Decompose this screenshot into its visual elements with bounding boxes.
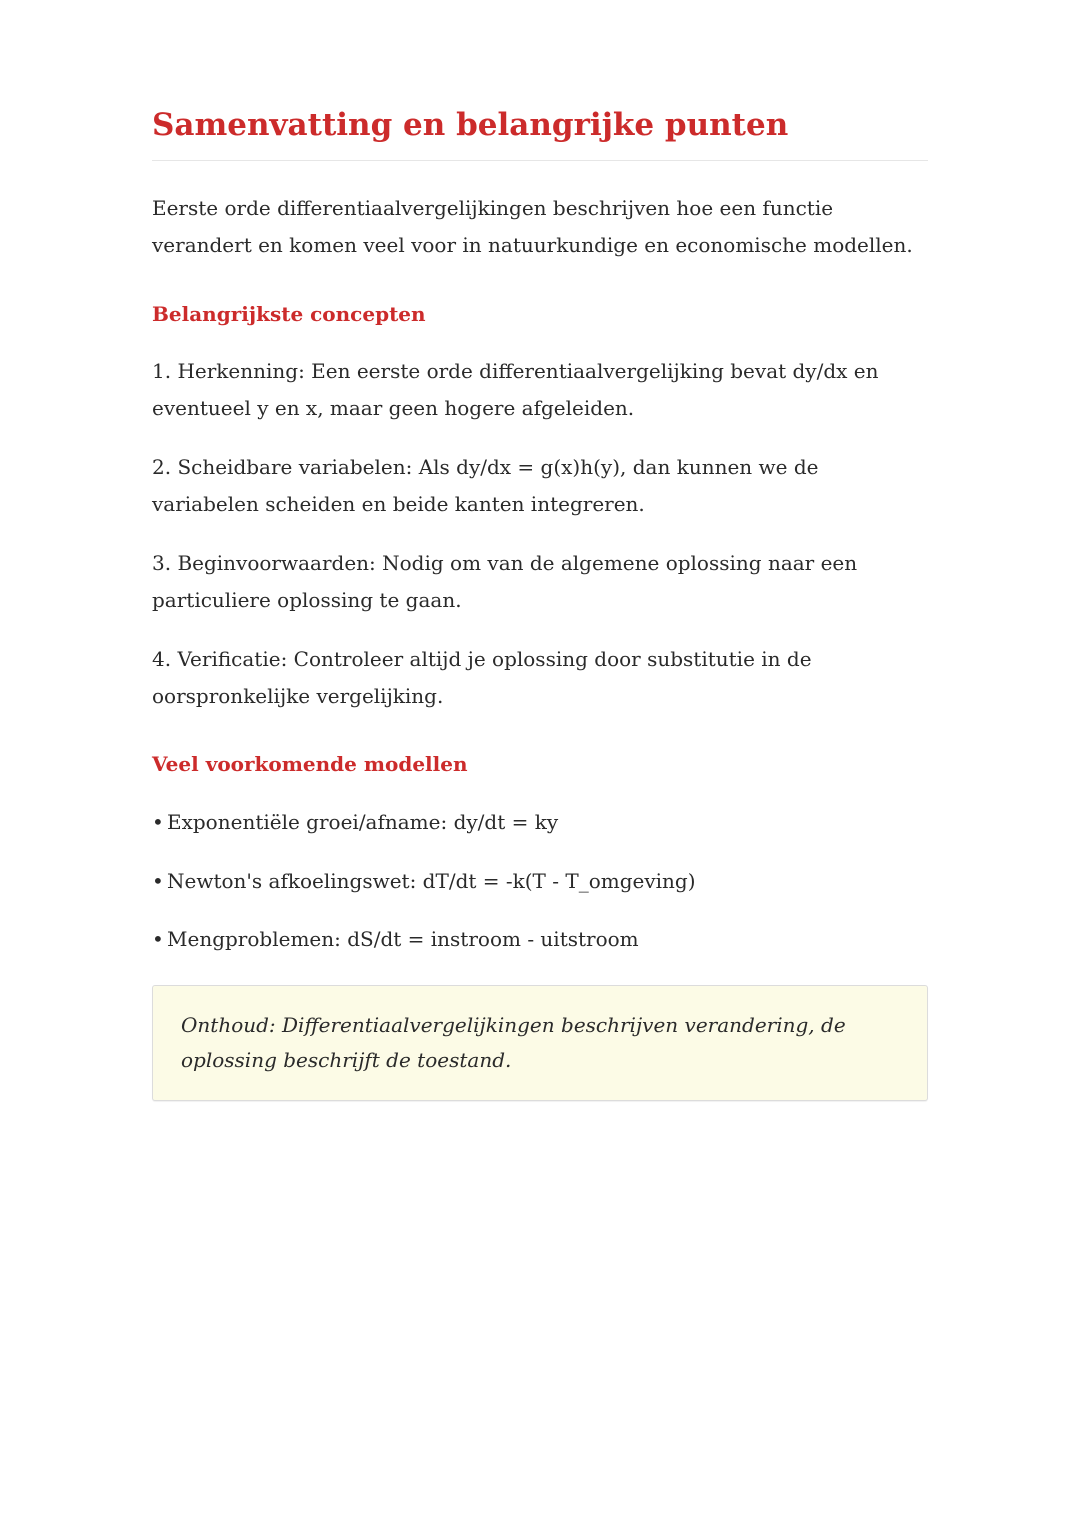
model-item-text: Newton's afkoelingswet: dT/dt = -k(T - T_omgeving) — [167, 869, 696, 893]
bullet-icon: • — [152, 869, 164, 893]
concepts-heading: Belangrijkste concepten — [152, 302, 426, 326]
note-text: Onthoud: Differentiaalvergelijkingen beschrijven verandering, de oplossing beschrijft de toestand. — [181, 1013, 846, 1072]
model-item-text: Mengproblemen: dS/dt = instroom - uitstroom — [167, 927, 639, 951]
concept-item: 1. Herkenning: Een eerste orde differentiaalvergelijking bevat dy/dx en eventueel y en x, maar geen hogere afgeleiden. — [152, 359, 879, 420]
model-list-item — [152, 866, 696, 896]
model-list-item — [152, 924, 639, 954]
bullet-icon: • — [152, 927, 164, 951]
model-item-text: Exponentiële groei/afname: dy/dt = ky — [167, 810, 559, 834]
concept-item: 4. Verificatie: Controleer altijd je oplossing door substitutie in de oorspronkelijke vergelijking. — [152, 647, 812, 708]
concept-item: 2. Scheidbare variabelen: Als dy/dx = g(x)h(y), dan kunnen we de variabelen scheiden en beide kanten integreren. — [152, 455, 819, 516]
concept-item: 3. Beginvoorwaarden: Nodig om van de algemene oplossing naar een particuliere oplossing te gaan. — [152, 551, 858, 612]
models-heading: Veel voorkomende modellen — [152, 752, 468, 776]
page-title: Samenvatting en belangrijke punten — [152, 107, 789, 143]
bullet-icon: • — [152, 810, 164, 834]
note-box — [152, 985, 928, 1101]
intro-paragraph: Eerste orde differentiaalvergelijkingen beschrijven hoe een functie verandert en komen veel voor in natuurkundige en economische modellen. — [152, 196, 913, 257]
title-divider — [152, 160, 928, 161]
model-list-item — [152, 807, 558, 837]
